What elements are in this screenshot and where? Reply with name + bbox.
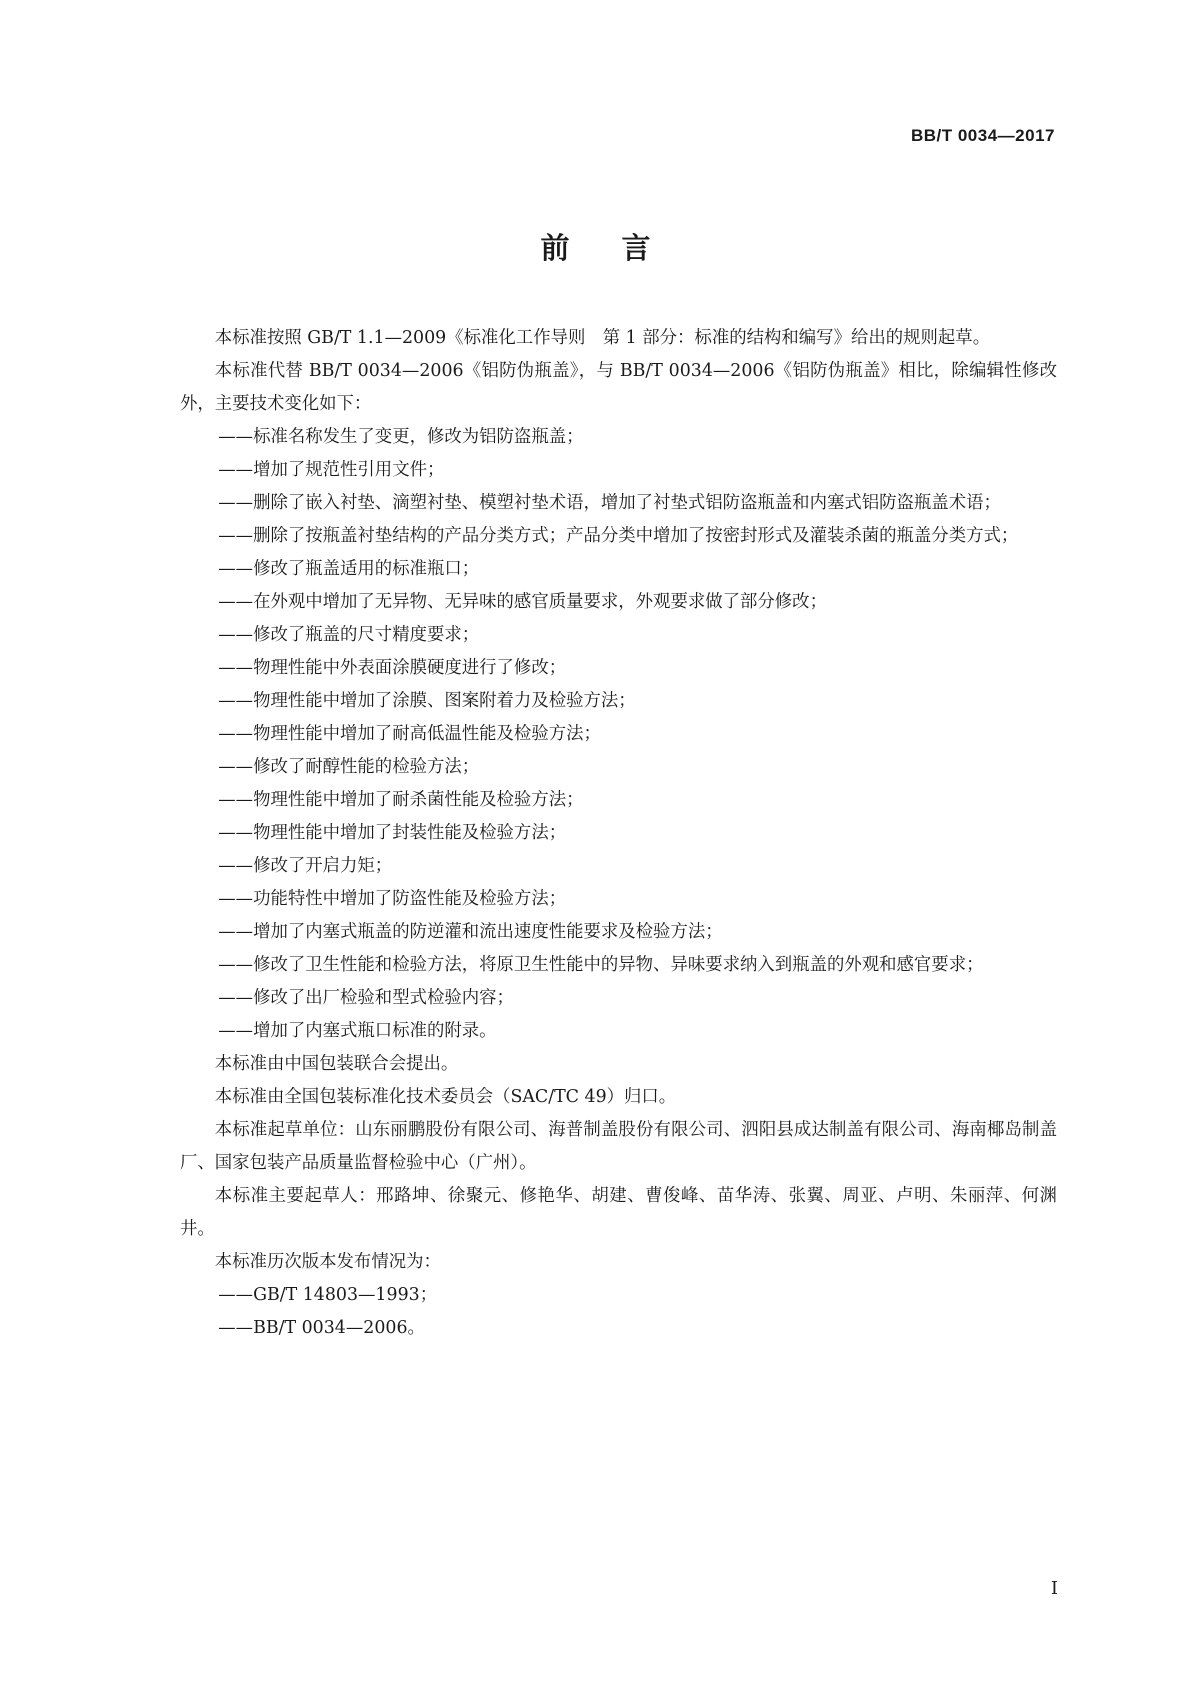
intro-paragraph: 本标准按照 GB/T 1.1—2009《标准化工作导则 第 1 部分：标准的结构和编写》给出的规则起草。	[214, 328, 991, 348]
change-item: ——增加了规范性引用文件；	[218, 460, 445, 480]
standard-code: BB/T 0034—2017	[910, 126, 1055, 145]
change-item: ——删除了按瓶盖衬垫结构的产品分类方式；产品分类中增加了按密封形式及灌装杀菌的瓶盖分类方式；	[218, 526, 1019, 546]
closing-paragraph: 本标准由全国包装标准化技术委员会（SAC/TC 49）归口。	[214, 1087, 677, 1107]
change-item: ——删除了嵌入衬垫、滴塑衬垫、模塑衬垫术语，增加了衬垫式铝防盗瓶盖和内塞式铝防盗瓶盖术语；	[218, 493, 1001, 513]
change-item: ——修改了开启力矩；	[218, 856, 393, 876]
history-item: ——BB/T 0034—2006。	[218, 1318, 425, 1338]
change-item: ——修改了出厂检验和型式检验内容；	[218, 988, 514, 1008]
change-item: ——在外观中增加了无异物、无异味的感官质量要求，外观要求做了部分修改；	[218, 592, 827, 612]
intro-paragraph: 本标准代替 BB/T 0034—2006《铝防伪瓶盖》，与 BB/T 0034—2006《铝防伪瓶盖》相比，除编辑性修改外，主要技术变化如下：	[180, 361, 1057, 414]
change-item: ——增加了内塞式瓶口标准的附录。	[218, 1021, 497, 1041]
change-item: ——物理性能中外表面涂膜硬度进行了修改；	[218, 658, 567, 678]
closing-paragraph: 本标准起草单位：山东丽鹏股份有限公司、海普制盖股份有限公司、泗阳县成达制盖有限公司、海南椰岛制盖厂、国家包装产品质量监督检验中心（广州）。	[180, 1120, 1057, 1173]
closing-paragraph: 本标准历次版本发布情况为：	[214, 1252, 441, 1272]
change-item: ——物理性能中增加了耐高低温性能及检验方法；	[218, 724, 601, 744]
change-item: ——标准名称发生了变更，修改为铝防盗瓶盖；	[218, 427, 584, 447]
change-item: ——物理性能中增加了耐杀菌性能及检验方法；	[218, 790, 584, 810]
page-title: 前言	[540, 231, 703, 265]
change-item: ——物理性能中增加了封装性能及检验方法；	[218, 823, 567, 843]
closing-paragraph: 本标准由中国包装联合会提出。	[214, 1054, 459, 1074]
change-item: ——修改了耐醇性能的检验方法；	[218, 757, 480, 777]
closing-paragraph: 本标准主要起草人：邢路坤、徐聚元、修艳华、胡建、曹俊峰、苗华涛、张翼、周亚、卢明、朱丽萍、何渊井。	[180, 1186, 1057, 1239]
foreword-body	[180, 322, 1057, 1345]
change-item: ——修改了瓶盖适用的标准瓶口；	[218, 559, 480, 579]
change-item: ——修改了瓶盖的尺寸精度要求；	[218, 625, 480, 645]
change-item: ——增加了内塞式瓶盖的防逆灌和流出速度性能要求及检验方法；	[218, 922, 723, 942]
change-item: ——物理性能中增加了涂膜、图案附着力及检验方法；	[218, 691, 636, 711]
change-item: ——修改了卫生性能和检验方法，将原卫生性能中的异物、异味要求纳入到瓶盖的外观和感官要求；	[218, 955, 984, 975]
page-number: I	[1050, 1578, 1058, 1599]
history-item: ——GB/T 14803—1993；	[218, 1285, 438, 1305]
change-item: ——功能特性中增加了防盗性能及检验方法；	[218, 889, 567, 909]
